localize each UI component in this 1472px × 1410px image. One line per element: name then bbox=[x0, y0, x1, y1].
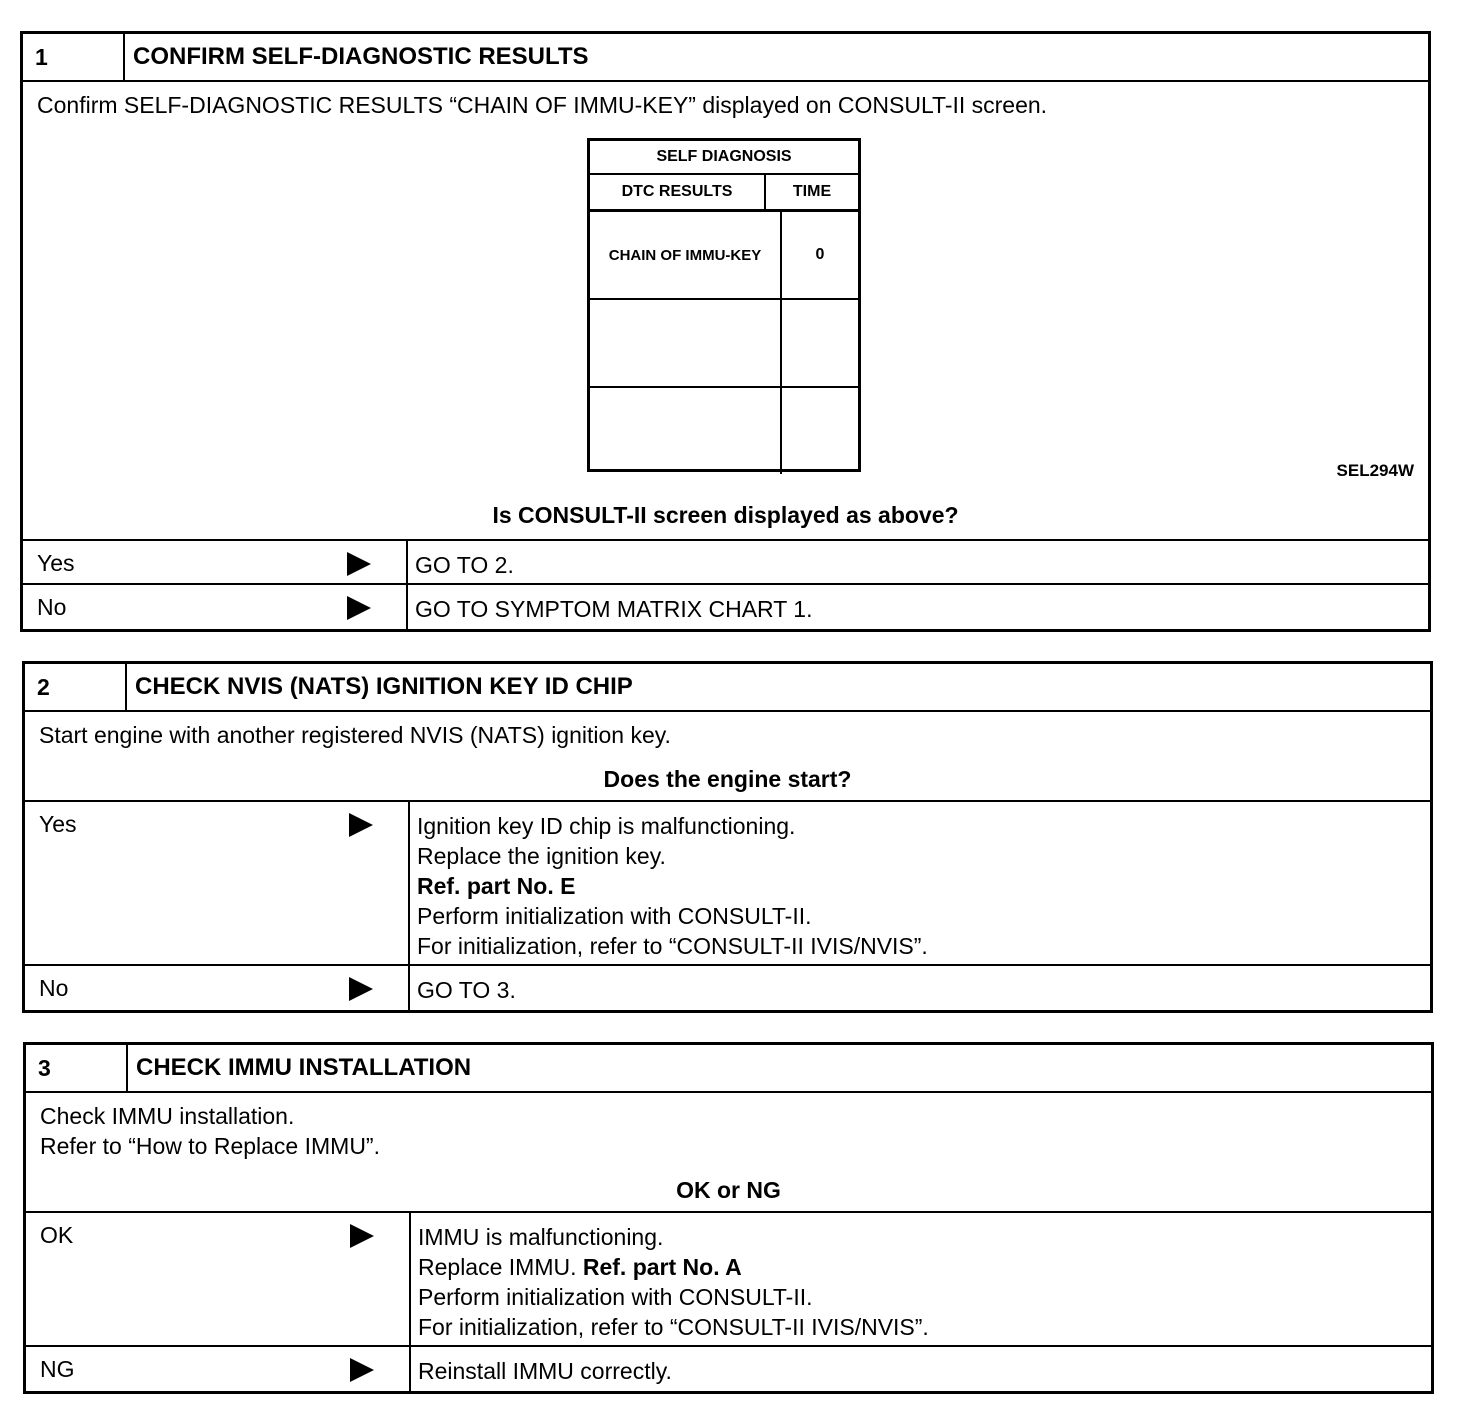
step-1-instruction: Confirm SELF-DIAGNOSTIC RESULTS “CHAIN OF IMMU-KEY” displayed on CONSULT-II screen. bbox=[37, 92, 1048, 118]
step-2-instruction: Start engine with another registered NVIS (NATS) ignition key. bbox=[39, 722, 671, 748]
step-2-box bbox=[22, 661, 1433, 1013]
answer-label bbox=[26, 1213, 411, 1345]
figure-header-row bbox=[590, 175, 858, 212]
answer-row-ng bbox=[26, 1345, 1431, 1391]
answer-action bbox=[408, 585, 1428, 629]
answer-line: Ignition key ID chip is malfunctioning. bbox=[417, 813, 796, 839]
figure-time-cell bbox=[782, 300, 858, 386]
answer-label-text: Yes bbox=[37, 550, 75, 576]
step-3-box bbox=[23, 1042, 1434, 1394]
answer-label bbox=[25, 802, 410, 964]
answer-row-no bbox=[25, 964, 1430, 1010]
answer-line: GO TO 3. bbox=[417, 977, 516, 1003]
step-2-body bbox=[25, 712, 1430, 802]
figure-time-cell: 0 bbox=[815, 246, 825, 263]
arrow-right-icon bbox=[347, 812, 375, 838]
step-1-box bbox=[20, 31, 1431, 632]
answer-label-text: OK bbox=[40, 1222, 74, 1248]
answer-line: Reinstall IMMU correctly. bbox=[418, 1358, 672, 1384]
answer-line: For initialization, refer to “CONSULT-II IVIS/NVIS”. bbox=[417, 933, 928, 959]
answer-label-text: NG bbox=[40, 1356, 75, 1382]
answer-line: IMMU is malfunctioning. bbox=[418, 1224, 664, 1250]
arrow-right-icon bbox=[348, 1357, 376, 1383]
answer-line: Perform initialization with CONSULT-II. bbox=[417, 903, 812, 929]
figure-row bbox=[590, 298, 858, 386]
step-3-header bbox=[26, 1045, 1431, 1093]
answer-row-yes bbox=[23, 541, 1428, 583]
step-2-header bbox=[25, 664, 1430, 712]
step-2-number: 2 bbox=[25, 664, 127, 710]
answer-label bbox=[26, 1347, 411, 1391]
answer-row-no bbox=[23, 583, 1428, 629]
arrow-right-icon bbox=[345, 595, 373, 621]
figure-col-time: TIME bbox=[792, 183, 832, 200]
step-1-title: CONFIRM SELF-DIAGNOSTIC RESULTS bbox=[133, 43, 589, 70]
answer-line-ref-part: Ref. part No. A bbox=[582, 1254, 742, 1280]
answer-label bbox=[23, 541, 408, 583]
answer-line: For initialization, refer to “CONSULT-II IVIS/NVIS”. bbox=[418, 1314, 929, 1340]
answer-label bbox=[23, 585, 408, 629]
step-1-body bbox=[23, 82, 1428, 541]
answer-action bbox=[411, 1213, 1431, 1345]
step-1-question: Is CONSULT-II screen displayed as above? bbox=[492, 502, 959, 528]
step-2-title: CHECK NVIS (NATS) IGNITION KEY ID CHIP bbox=[135, 673, 633, 700]
answer-row-yes bbox=[25, 802, 1430, 964]
step-3-body bbox=[26, 1093, 1431, 1213]
answer-line-ref-part: Ref. part No. E bbox=[417, 873, 576, 899]
answer-action bbox=[408, 541, 1428, 583]
figure-col-dtc: DTC RESULTS bbox=[590, 175, 766, 209]
figure-dtc-cell bbox=[590, 300, 782, 386]
answer-action bbox=[411, 1347, 1431, 1391]
answer-label-text: No bbox=[37, 594, 67, 620]
answer-action bbox=[410, 966, 1430, 1010]
self-diagnosis-figure bbox=[587, 138, 861, 472]
answer-line bbox=[418, 1252, 1431, 1282]
figure-dtc-cell bbox=[590, 388, 782, 474]
answer-action bbox=[410, 802, 1430, 964]
answer-label-text: Yes bbox=[39, 811, 77, 837]
arrow-right-icon bbox=[345, 551, 373, 577]
step-3-instruction: Refer to “How to Replace IMMU”. bbox=[40, 1133, 380, 1159]
step-3-number: 3 bbox=[26, 1045, 128, 1091]
answer-line-text: Replace IMMU. bbox=[418, 1254, 577, 1280]
step-1-header bbox=[23, 34, 1428, 82]
answer-line: GO TO SYMPTOM MATRIX CHART 1. bbox=[415, 596, 813, 622]
answer-label-text: No bbox=[39, 975, 69, 1001]
arrow-right-icon bbox=[348, 1223, 376, 1249]
figure-row bbox=[590, 386, 858, 474]
figure-time-cell bbox=[782, 388, 858, 474]
step-3-instruction: Check IMMU installation. bbox=[40, 1103, 295, 1129]
answer-line: GO TO 2. bbox=[415, 552, 514, 578]
answer-label bbox=[25, 966, 410, 1010]
answer-line: Perform initialization with CONSULT-II. bbox=[418, 1284, 813, 1310]
figure-title: SELF DIAGNOSIS bbox=[590, 141, 858, 175]
arrow-right-icon bbox=[347, 976, 375, 1002]
step-2-question: Does the engine start? bbox=[603, 766, 852, 792]
step-1-number: 1 bbox=[23, 34, 125, 80]
figure-row bbox=[590, 212, 858, 298]
figure-dtc-cell: CHAIN OF IMMU-KEY bbox=[590, 212, 782, 298]
answer-row-ok bbox=[26, 1213, 1431, 1345]
step-3-title: CHECK IMMU INSTALLATION bbox=[136, 1054, 472, 1081]
figure-reference-code: SEL294W bbox=[1336, 461, 1414, 480]
answer-line: Replace the ignition key. bbox=[417, 843, 666, 869]
step-3-question: OK or NG bbox=[676, 1177, 781, 1203]
